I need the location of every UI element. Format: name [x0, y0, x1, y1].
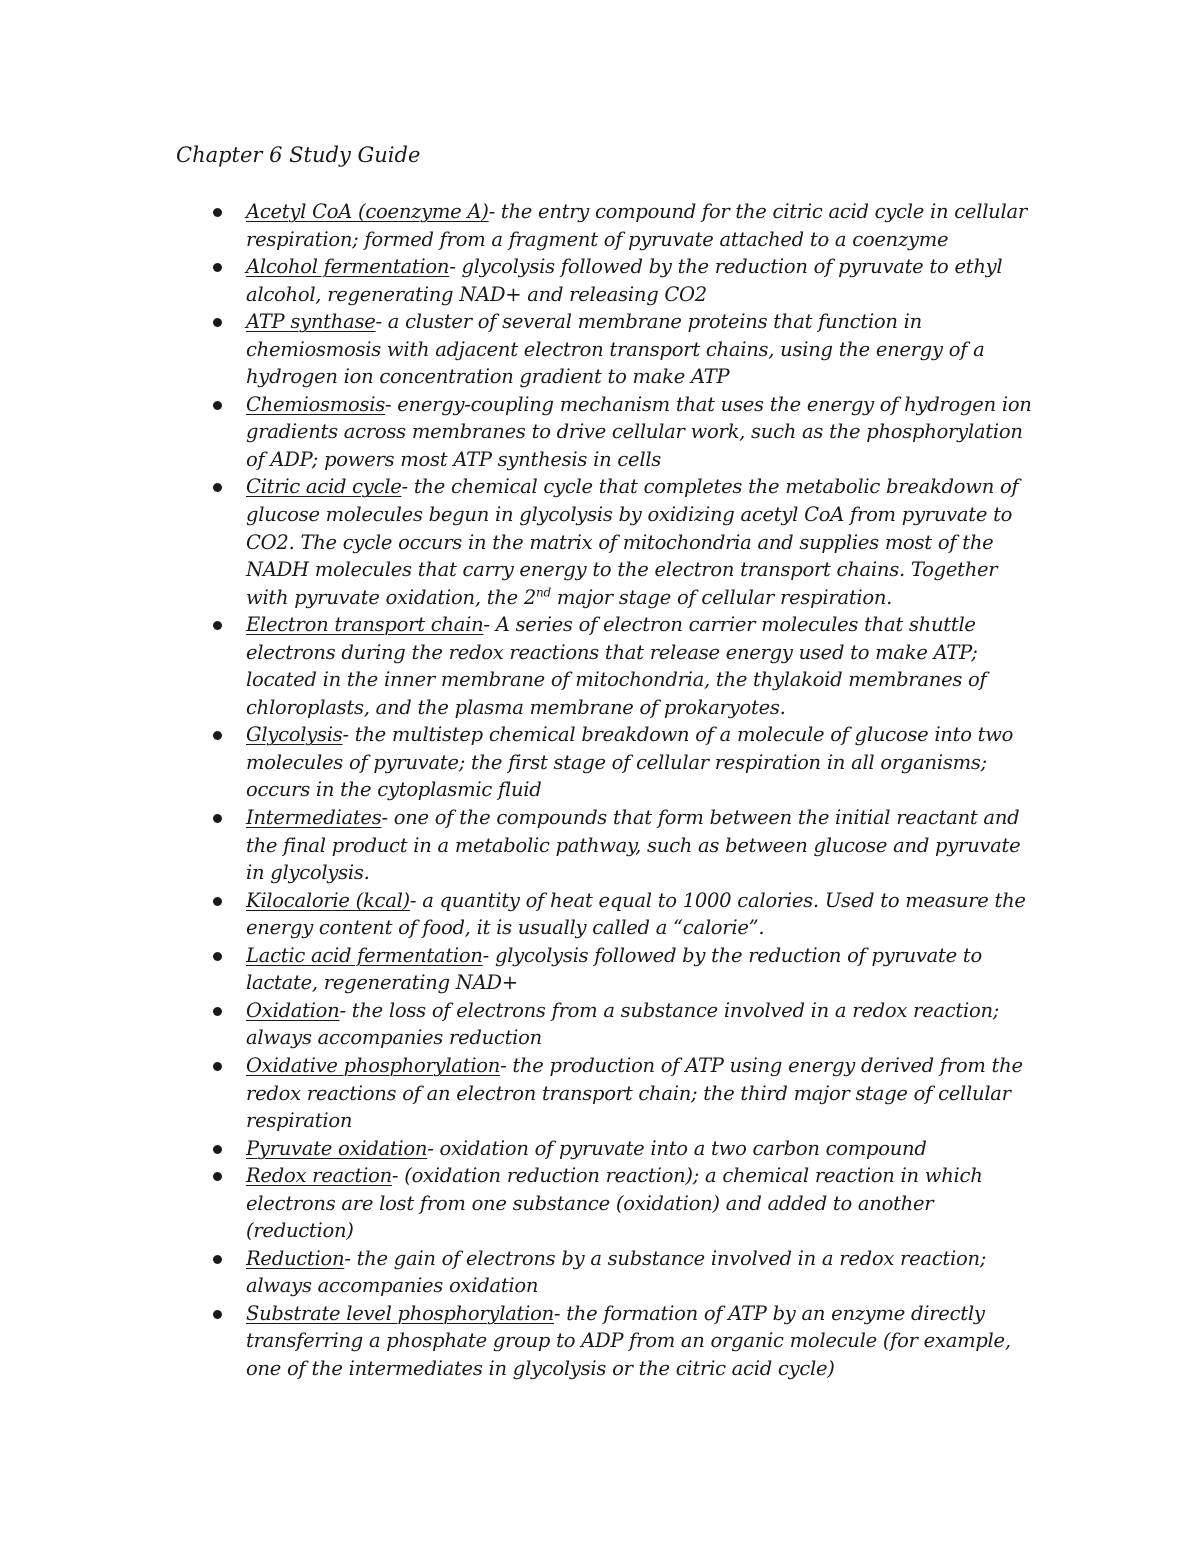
- definition: - the entry compound for the citric acid cycle in cellular respiration; formed from a fragment of pyruvate attached to a coenzyme: [246, 200, 1027, 251]
- definition: - one of the compounds that form between the initial reactant and the final product in a metabolic pathway, such as between glucose and pyruvate in glycolysis.: [246, 806, 1021, 885]
- bullet-icon: [213, 1172, 222, 1181]
- list-item: [246, 1300, 1036, 1383]
- bullet-icon: [213, 318, 222, 327]
- bullet-icon: [213, 731, 222, 740]
- term: Citric acid cycle: [246, 475, 402, 499]
- list-item: [246, 391, 1036, 474]
- glossary-list: [246, 198, 1036, 1383]
- list-item: [246, 997, 1036, 1052]
- term: Oxidation: [246, 998, 340, 1022]
- bullet-icon: [213, 621, 222, 630]
- bullet-icon: [213, 1255, 222, 1264]
- bullet-icon: [213, 1062, 222, 1071]
- term: Chemiosmosis: [246, 392, 385, 416]
- definition: - a quantity of heat equal to 1000 calories. Used to measure the energy content of food, it is usually called a “calorie”.: [246, 888, 1026, 940]
- term: Intermediates: [246, 806, 382, 830]
- list-item: [246, 1052, 1036, 1135]
- definition: - A series of electron carrier molecules that shuttle electrons during the redox reactions that release energy used to make ATP; located in the inner membrane of mitochondria, the thylakoid membranes of chloroplasts, and the plasma membrane of prokaryotes.: [246, 613, 987, 719]
- list-item: [246, 253, 1036, 308]
- definition-end: major stage of cellular respiration.: [550, 585, 893, 609]
- list-item: [246, 721, 1036, 804]
- list-item: [246, 198, 1036, 253]
- list-item: [246, 308, 1036, 391]
- definition: - the chemical cycle that completes the metabolic breakdown of glucose molecules begun in glycolysis by oxidizing acetyl CoA from pyruvate to CO2. The cycle occurs in the matrix of mitochondria and supplies most of the NADH molecules that carry energy to the electron transport chains. Together with pyruvate oxidation, the 2: [246, 475, 1019, 609]
- term: Substrate level phosphorylation: [246, 1301, 554, 1325]
- definition: - (oxidation reduction reaction); a chemical reaction in which electrons are lost from one substance (oxidation) and added to another (reduction): [246, 1164, 983, 1243]
- definition: - the formation of ATP by an enzyme directly transferring a phosphate group to ADP from an organic molecule (for example, one of the intermediates in glycolysis or the citric acid cycle): [246, 1301, 1011, 1380]
- term: Electron transport chain: [246, 613, 484, 637]
- list-item: [246, 942, 1036, 997]
- term: Glycolysis: [246, 723, 343, 747]
- definition: - glycolysis followed by the reduction of pyruvate to lactate, regenerating NAD+: [246, 943, 982, 995]
- term: Reduction: [246, 1246, 345, 1270]
- definition: - the production of ATP using energy derived from the redox reactions of an electron transport chain; the third major stage of cellular respiration: [246, 1053, 1023, 1133]
- list-item: [246, 611, 1036, 721]
- bullet-icon: [213, 897, 222, 906]
- definition: - the loss of electrons from a substance involved in a redox reaction; always accompanies reduction: [246, 998, 1000, 1050]
- term: Lactic acid fermentation: [246, 943, 483, 967]
- definition: - a cluster of several membrane proteins that function in chemiosmosis with adjacent electron transport chains, using the energy of a hydrogen ion concentration gradient to make ATP: [246, 310, 985, 389]
- term: ATP synthase: [246, 310, 376, 334]
- term: Redox reaction: [246, 1164, 392, 1188]
- list-item: [246, 887, 1036, 942]
- bullet-icon: [213, 208, 222, 217]
- definition: - glycolysis followed by the reduction of pyruvate to ethyl alcohol, regenerating NAD+ and releasing CO2: [246, 255, 1003, 306]
- bullet-icon: [213, 263, 222, 272]
- term: Acetyl CoA (coenzyme A): [246, 200, 489, 223]
- bullet-icon: [213, 1310, 222, 1319]
- term: Kilocalorie (kcal): [246, 888, 410, 912]
- ordinal-superscript: nd: [536, 585, 551, 600]
- list-item: [246, 804, 1036, 887]
- term: Pyruvate oxidation: [246, 1136, 428, 1160]
- list-item: [246, 473, 1036, 611]
- page-title: Chapter 6 Study Guide: [176, 143, 421, 167]
- definition: - the gain of electrons by a substance involved in a redox reaction; always accompanies oxidation: [246, 1246, 987, 1298]
- definition: - energy-coupling mechanism that uses the energy of hydrogen ion gradients across membranes to drive cellular work, such as the phosphorylation of ADP; powers most ATP synthesis in cells: [246, 392, 1032, 471]
- term: Alcohol fermentation: [246, 255, 450, 279]
- list-item: [246, 1135, 1036, 1163]
- definition: - the multistep chemical breakdown of a molecule of glucose into two molecules of pyruvate; the first stage of cellular respiration in all organisms; occurs in the cytoplasmic fluid: [246, 723, 1014, 802]
- bullet-icon: [213, 1007, 222, 1016]
- list-item: [246, 1245, 1036, 1300]
- bullet-icon: [213, 952, 222, 961]
- list-item: [246, 1162, 1036, 1245]
- bullet-icon: [213, 814, 222, 823]
- term: Oxidative phosphorylation: [246, 1053, 501, 1077]
- definition: - oxidation of pyruvate into a two carbon compound: [427, 1136, 927, 1160]
- bullet-icon: [213, 1145, 222, 1154]
- bullet-icon: [213, 401, 222, 410]
- bullet-icon: [213, 483, 222, 492]
